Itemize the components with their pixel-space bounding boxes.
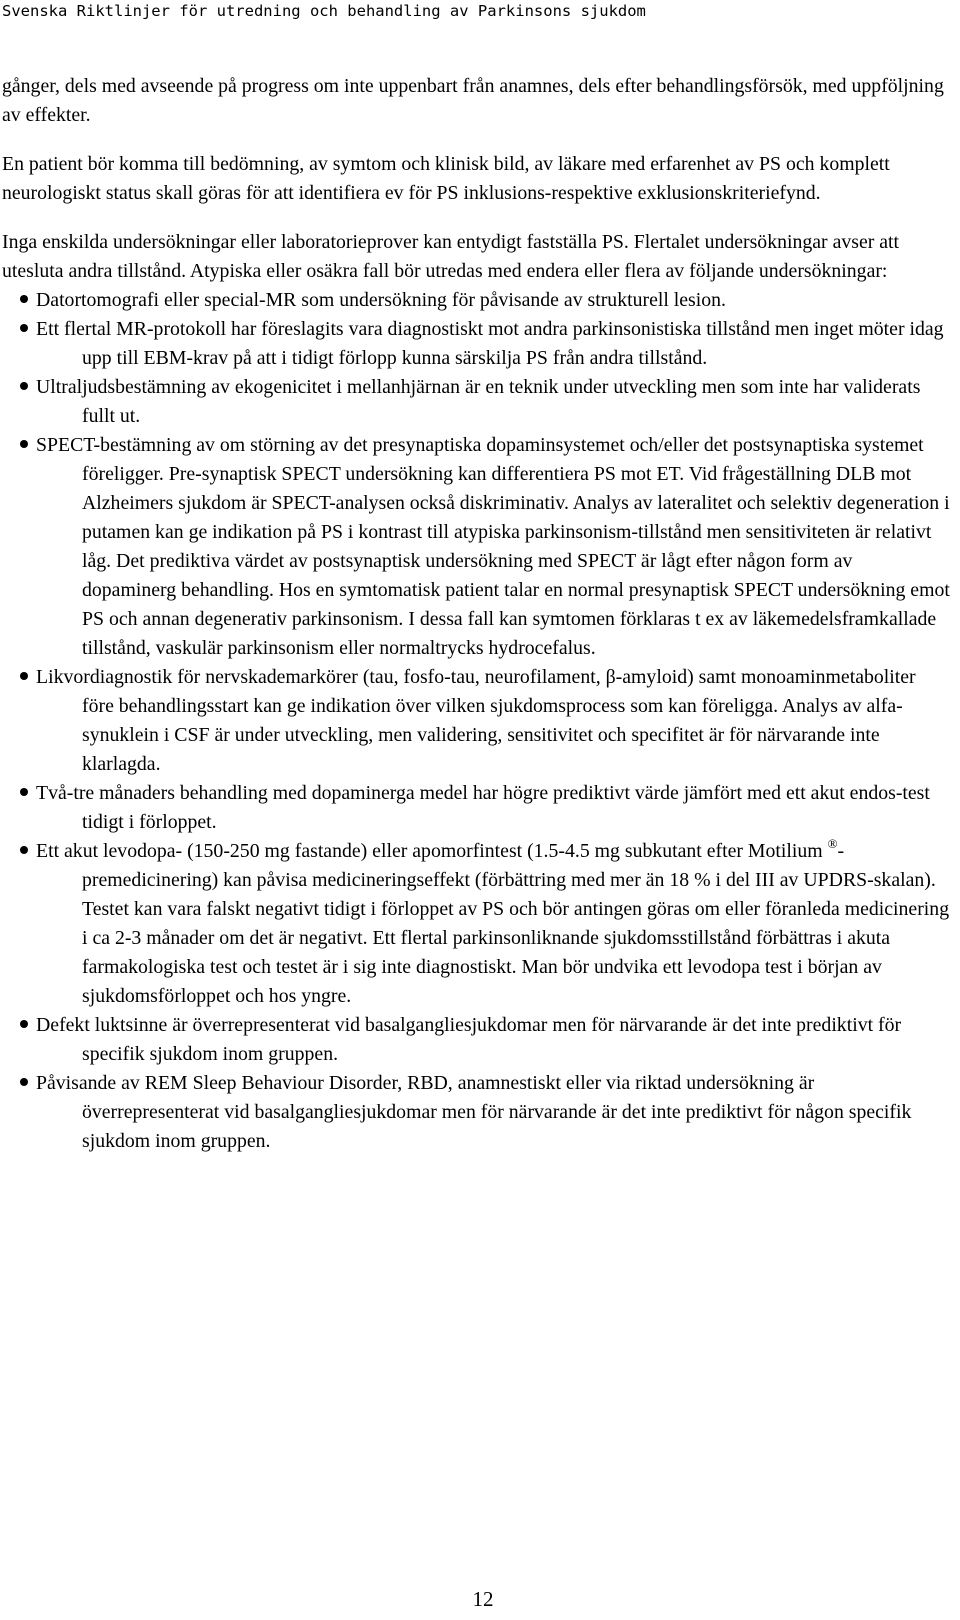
list-item-text: Påvisande av REM Sleep Behaviour Disorder, RBD, anamnestiskt eller via riktad undersökning är överrepresenterat vid basalgangliesjukdomar men för närvarande är det inte prediktivt för någon specifik sjukdom inom gruppen. (36, 1072, 912, 1152)
list-item-text-start: Ett akut levodopa- (150-250 mg fastande) eller apomorfintest (1.5-4.5 mg subkutant efter Motilium (36, 840, 828, 862)
running-header: Svenska Riktlinjer för utredning och behandling av Parkinsons sjukdom (2, 2, 646, 20)
document-body (2, 72, 950, 1156)
list-item-spect (2, 431, 950, 663)
paragraph-assessment: En patient bör komma till bedömning, av symtom och klinisk bild, av läkare med erfarenhet av PS och komplett neurologiskt status skall göras för att identifiera ev för PS inklusions-respektive exklusionskriteriefynd. (2, 153, 890, 204)
paragraph-investigations: Inga enskilda undersökningar eller laboratorieprover kan entydigt fastställa PS. Flertalet undersökningar avser att utesluta andra tillstånd. Atypiska eller osäkra fall bör utredas med endera eller flera av följande undersökningar: (2, 231, 900, 282)
list-item-levodopa-test (2, 837, 950, 1011)
list-item-text: Defekt luktsinne är överrepresenterat vid basalgangliesjukdomar men för närvarande är det inte prediktivt för specifik sjukdom inom gruppen. (36, 1014, 902, 1065)
list-item-rbd (2, 1069, 950, 1156)
bullet-icon (20, 672, 28, 680)
paragraph-progress: gånger, dels med avseende på progress om inte uppenbart från anamnes, dels efter behandlingsförsök, med uppföljning av effekter. (2, 75, 944, 126)
list-item-text: Två-tre månaders behandling med dopaminerga medel har högre prediktivt värde jämfört med ett akut endos-test tidigt i förloppet. (36, 782, 930, 833)
list-item-dopaminergic-treatment (2, 779, 950, 837)
bullet-icon (20, 324, 28, 332)
list-item-text: SPECT-bestämning av om störning av det presynaptiska dopaminsystemet och/eller det postsynaptiska systemet föreligger. Pre-synaptisk SPECT undersökning kan differentiera PS mot ET. Vid frågeställning DLB mot Alzheimers sjukdom är SPECT-analysen också diskriminativ. Analys av lateralitet och selektiv degeneration i putamen kan ge indikation på PS i kontrast till atypiska parkinsonism-tillstånd men sensitiviteten är relativt låg. Det prediktiva värdet av postsynaptisk undersökning med SPECT är lågt efter någon form av dopaminerg behandling. Hos en symtomatisk patient talar en normal presynaptisk SPECT undersökning emot PS och annan degenerativ parkinsonism. I dessa fall kan symtomen förklaras t ex av läkemedelsframkallade tillstånd, vaskulär parkinsonism eller normaltrycks hydrocefalus. (36, 434, 950, 659)
list-item-text: Datortomografi eller special-MR som undersökning för påvisande av strukturell lesion. (36, 289, 726, 311)
list-item-smell (2, 1011, 950, 1069)
bullet-icon (20, 1078, 28, 1086)
list-item-text-end: -premedicinering) kan påvisa medicineringseffekt (förbättring med mer än 18 % i del III av UPDRS-skalan). Testet kan vara falskt negativt tidigt i förloppet av PS och bör antingen göras om eller föranleda medicinering i ca 2-3 månader om det är negativt. Ett flertal parkinsonliknande sjukdomsstillstånd förbättras i akuta farmakologiska test och testet är i sig inte diagnostiskt. Man bör undvika ett levodopa test i början av sjukdomsförloppet och hos yngre. (82, 840, 950, 1007)
list-item-text: Likvordiagnostik för nervskademarkörer (tau, fosfo-tau, neurofilament, β-amyloid) samt monoaminmetaboliter före behandlingsstart kan ge indikation över vilken sjukdomsprocess som kan föreligga. Analys av alfa-synuklein i CSF är under utveckling, men validering, sensitivitet och specifitet är för närvarande inte klarlagda. (36, 666, 916, 775)
bullet-icon (20, 846, 28, 854)
list-item-csf (2, 663, 950, 779)
bullet-icon (20, 1020, 28, 1028)
bullet-icon (20, 788, 28, 796)
list-item-mr-protocols (2, 315, 950, 373)
list-item-text: Ett flertal MR-protokoll har föreslagits vara diagnostiskt mot andra parkinsonistiska tillstånd men inget möter idag upp till EBM-krav på att i tidigt förlopp kunna särskilja PS från andra tillstånd. (36, 318, 944, 369)
page-number: 12 (472, 1587, 494, 1611)
registered-mark: ® (827, 836, 838, 851)
bullet-icon (20, 295, 28, 303)
list-item-ultrasound (2, 373, 950, 431)
investigation-list (2, 286, 950, 1156)
list-item-text: Ultraljudsbestämning av ekogenicitet i mellanhjärnan är en teknik under utveckling men som inte har validerats fullt ut. (36, 376, 921, 427)
bullet-icon (20, 440, 28, 448)
bullet-icon (20, 382, 28, 390)
list-item-ct-mr (2, 286, 950, 315)
